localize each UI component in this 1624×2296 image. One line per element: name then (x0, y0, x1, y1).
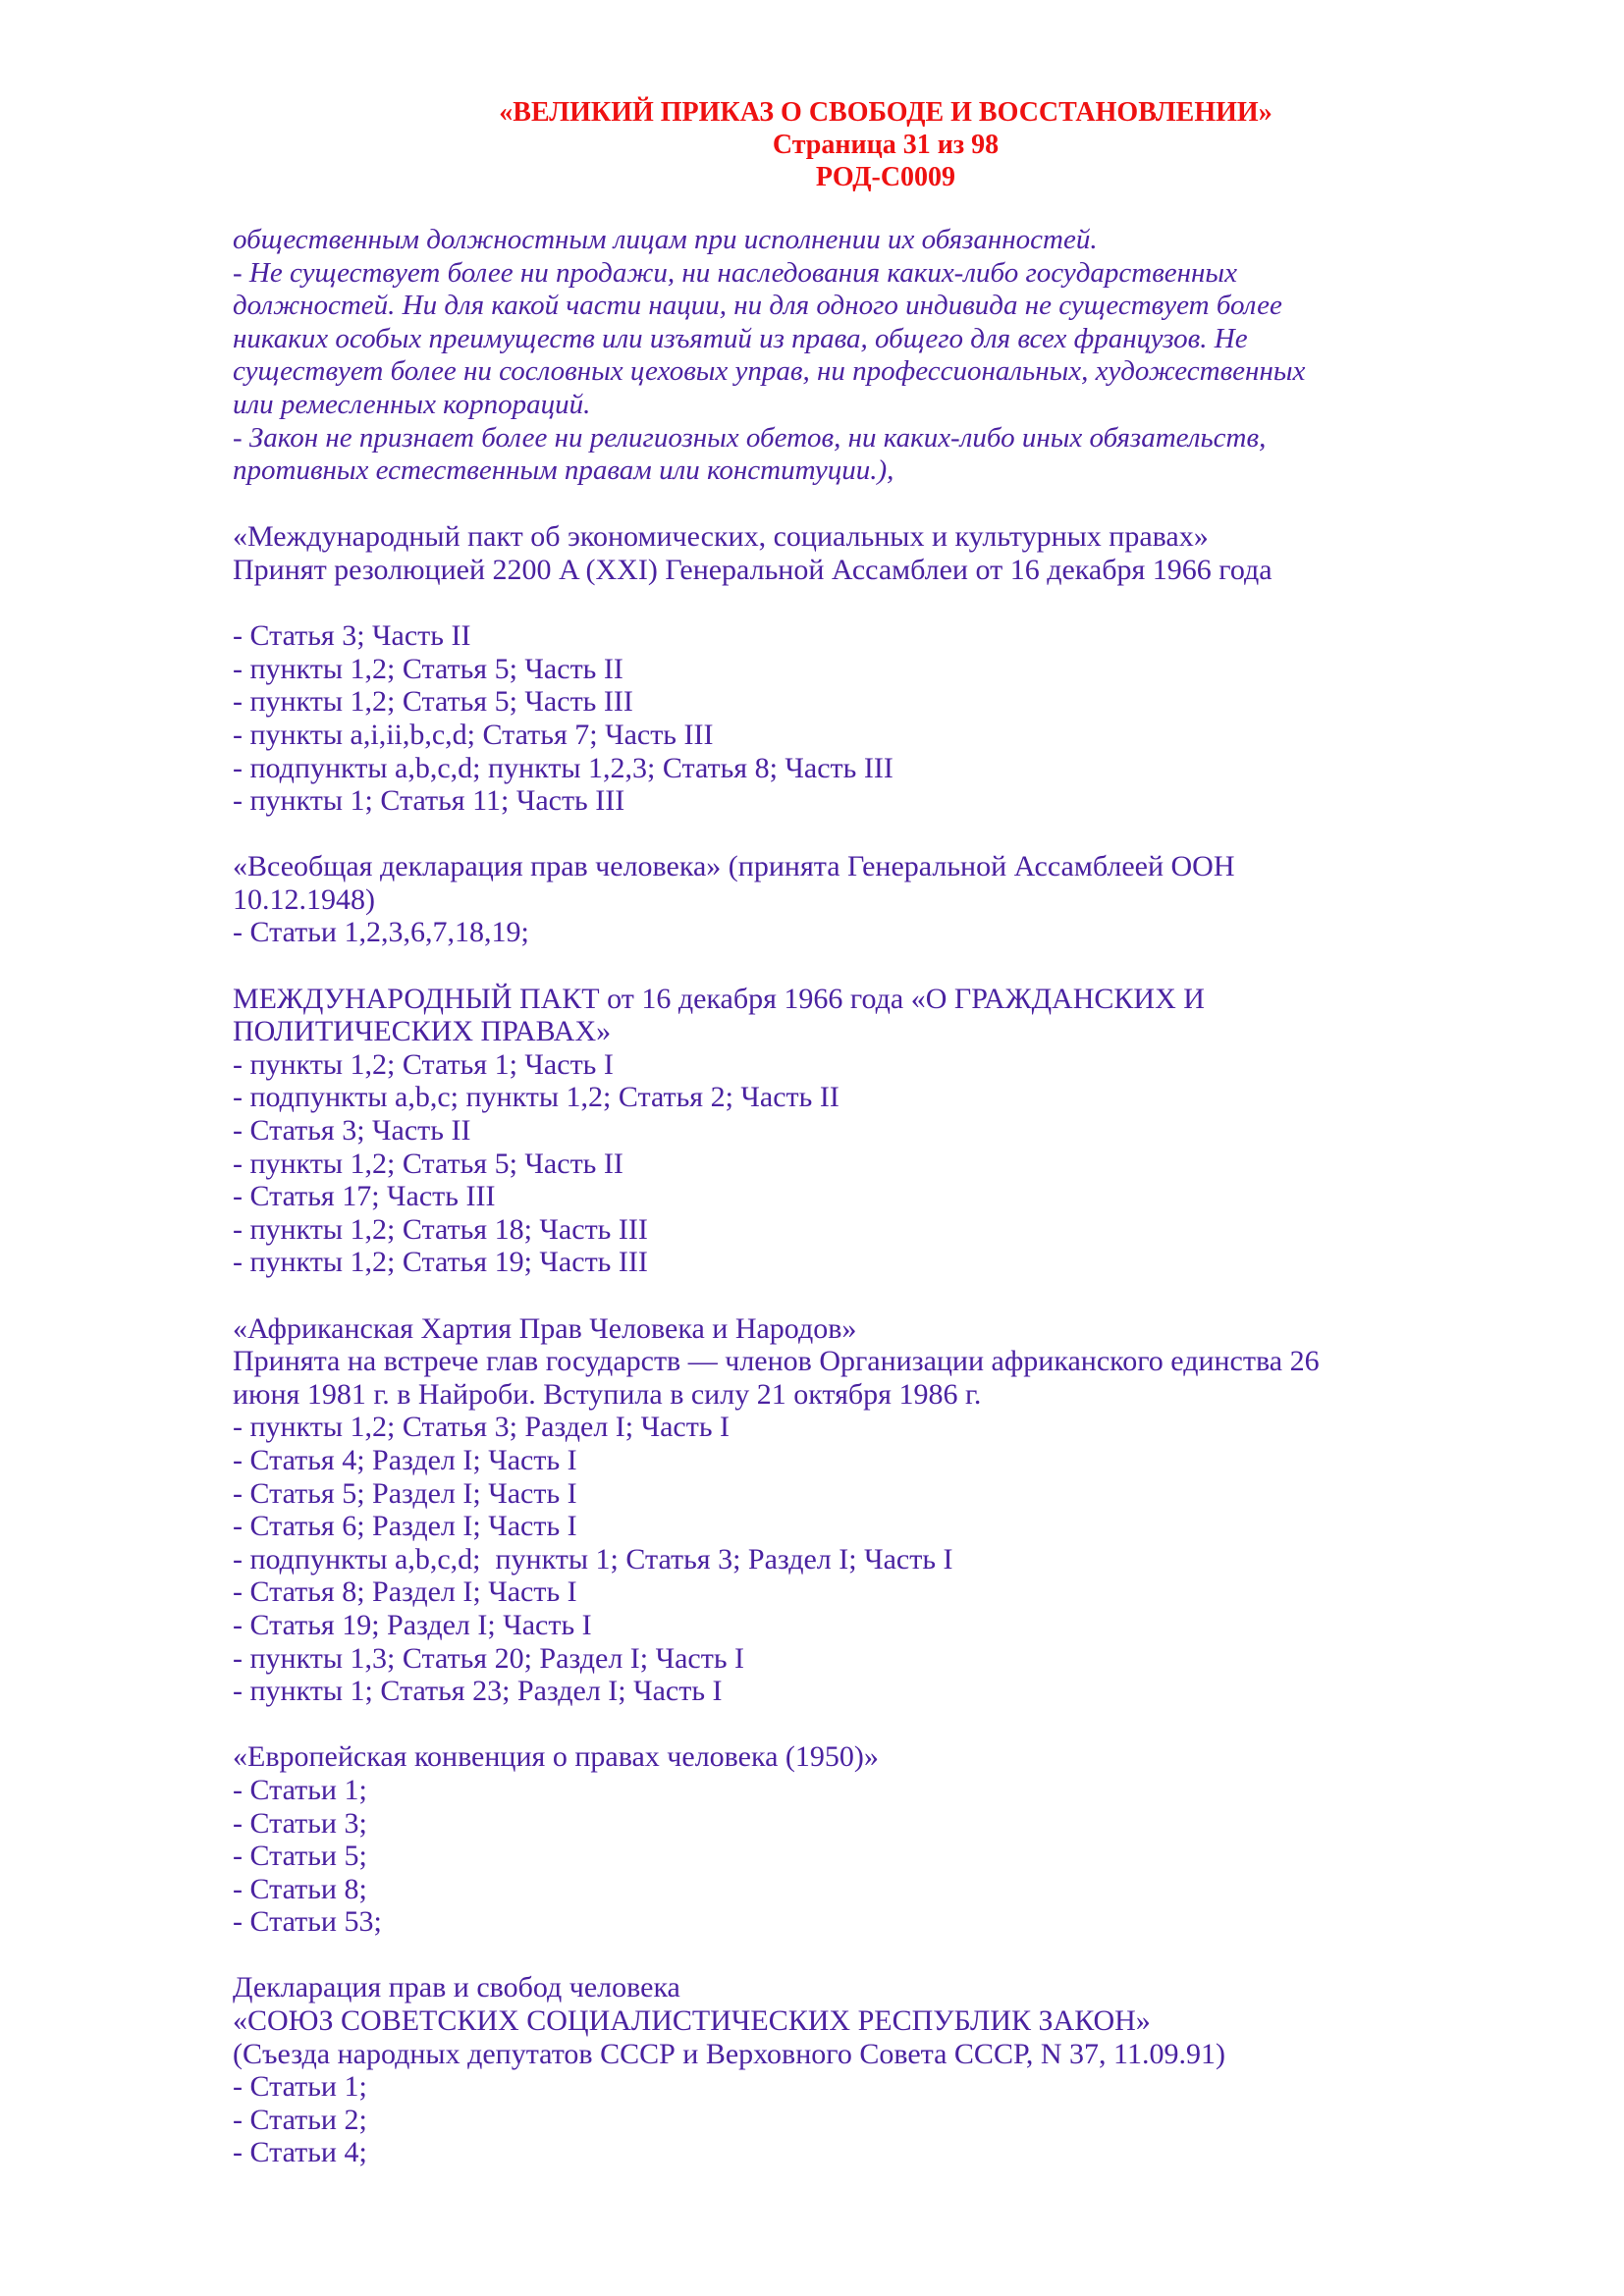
section-heading: Декларация прав и свобод человека (233, 1971, 680, 2004)
section-icescr (233, 520, 1509, 817)
text-line: (Съезда народных депутатов СССР и Верховного Совета СССР, N 37, 11.09.91) (233, 2037, 1225, 2070)
spacer (233, 818, 1509, 851)
list-item: - Статьи 8; (233, 1872, 367, 1905)
list-item: - пункты 1; Статья 11; Часть III (233, 784, 625, 818)
text-line: или ремесленных корпораций. (233, 388, 591, 420)
spacer (233, 1939, 1509, 1972)
list-item: - пункты 1,2; Статья 3; Раздел I; Часть I (233, 1411, 731, 1444)
text-line: - Не существует более ни продажи, ни наследования каких-либо государственных (233, 256, 1237, 289)
list-item: - пункты 1,3; Статья 20; Раздел I; Часть I (233, 1641, 745, 1675)
list-item: - Статьи 5; (233, 1840, 367, 1873)
list-item: - пункты 1,2; Статья 5; Часть II (233, 1147, 623, 1180)
list-item: - Статьи 2; (233, 2103, 367, 2136)
list-item: - подпункты a,b,c,d; пункты 1; Статья 3; Раздел I; Часть I (233, 1542, 953, 1575)
section-heading: «СОЮЗ СОВЕТСКИХ СОЦИАЛИСТИЧЕСКИХ РЕСПУБЛИК ЗАКОН» (233, 2004, 1151, 2038)
text-line: должностей. Ни для какой части нации, ни для одного индивида не существует более (233, 290, 1282, 322)
section-heading: ПОЛИТИЧЕСКИХ ПРАВАХ» (233, 1015, 612, 1048)
list-item: - Статьи 53; (233, 1905, 382, 1939)
section-echr (233, 1740, 1509, 1939)
spacer (233, 587, 1509, 620)
section-heading: «Международный пакт об экономических, социальных и культурных правах» (233, 520, 1209, 554)
section-udhr (233, 850, 1509, 949)
list-item: - Статья 6; Раздел I; Часть I (233, 1510, 577, 1543)
spacer (233, 488, 1509, 521)
list-item: - подпункты a,b,c,d; пункты 1,2,3; Статья 8; Часть III (233, 751, 893, 784)
text-line: никаких особых преимуществ или изъятий из права, общего для всех французов. Не (233, 322, 1248, 354)
list-item: - Статья 17; Часть III (233, 1180, 496, 1213)
document-title: «ВЕЛИКИЙ ПРИКАЗ О СВОБОДЕ И ВОССТАНОВЛЕНИИ» (499, 97, 1272, 128)
section-heading: МЕЖДУНАРОДНЫЙ ПАКТ от 16 декабря 1966 года «О ГРАЖДАНСКИХ И (233, 982, 1205, 1015)
spacer (233, 1708, 1509, 1741)
text-line: 10.12.1948) (233, 882, 375, 916)
list-item: - подпункты a,b,c; пункты 1,2; Статья 2; Часть II (233, 1081, 839, 1114)
list-item: - пункты 1,2; Статья 5; Часть II (233, 652, 623, 685)
page-header (0, 96, 1624, 193)
section-iccpr (233, 983, 1509, 1279)
list-item: - пункты 1; Статья 23; Раздел I; Часть I (233, 1675, 723, 1708)
list-item: - Статьи 4; (233, 2136, 367, 2169)
list-item: - Статьи 1; (233, 2070, 367, 2104)
list-item: - Статья 3; Часть II (233, 1114, 471, 1148)
page-number: Страница 31 из 98 (772, 130, 1000, 160)
list-item: - пункты a,i,ii,b,c,d; Статья 7; Часть III (233, 718, 714, 751)
list-item: - Статья 19; Раздел I; Часть I (233, 1608, 592, 1641)
document-body (233, 224, 1509, 2169)
list-item: - Статьи 1; (233, 1773, 367, 1806)
text-line: июня 1981 г. в Найроби. Вступила в силу 21 октября 1986 г. (233, 1377, 982, 1411)
list-item: - Статья 5; Раздел I; Часть I (233, 1476, 577, 1510)
text-line: Принят резолюцией 2200 A (XXI) Генеральной Ассамблеи от 16 декабря 1966 года (233, 553, 1272, 586)
text-line: существует более ни сословных цеховых управ, ни профессиональных, художественных (233, 355, 1306, 388)
section-heading: «Всеобщая декларация прав человека» (принята Генеральной Ассамблеей ООН (233, 850, 1235, 883)
section-ussr-declaration (233, 1971, 1509, 2169)
list-item: - Статья 8; Раздел I; Часть I (233, 1575, 577, 1609)
intro-paragraph (233, 224, 1509, 488)
text-line: Принята на встрече глав государств — членов Организации африканского единства 26 (233, 1345, 1320, 1378)
text-line: общественным должностным лицам при исполнении их обязанностей. (233, 224, 1098, 255)
list-item: - Статья 4; Раздел I; Часть I (233, 1443, 577, 1476)
text-line: - Закон не признает более ни религиозных обетов, ни каких-либо иных обязательств, (233, 421, 1267, 454)
text-line: противных естественным правам или конституции.), (233, 454, 894, 487)
section-heading: «Европейская конвенция о правах человека (1950)» (233, 1740, 879, 1774)
spacer (233, 949, 1509, 983)
section-heading: «Африканская Хартия Прав Человека и Народов» (233, 1311, 857, 1345)
list-item: - пункты 1,2; Статья 19; Часть III (233, 1246, 648, 1279)
list-item: - Статья 3; Часть II (233, 619, 471, 653)
list-item: - Статьи 3; (233, 1806, 367, 1840)
list-item: - пункты 1,2; Статья 18; Часть III (233, 1212, 648, 1246)
section-african-charter (233, 1312, 1509, 1708)
list-item: - пункты 1,2; Статья 5; Часть III (233, 685, 633, 719)
spacer (233, 1279, 1509, 1312)
list-item: - пункты 1,2; Статья 1; Часть I (233, 1047, 614, 1081)
list-item: - Статьи 1,2,3,6,7,18,19; (233, 916, 529, 949)
document-code: РОД-С0009 (815, 162, 956, 192)
